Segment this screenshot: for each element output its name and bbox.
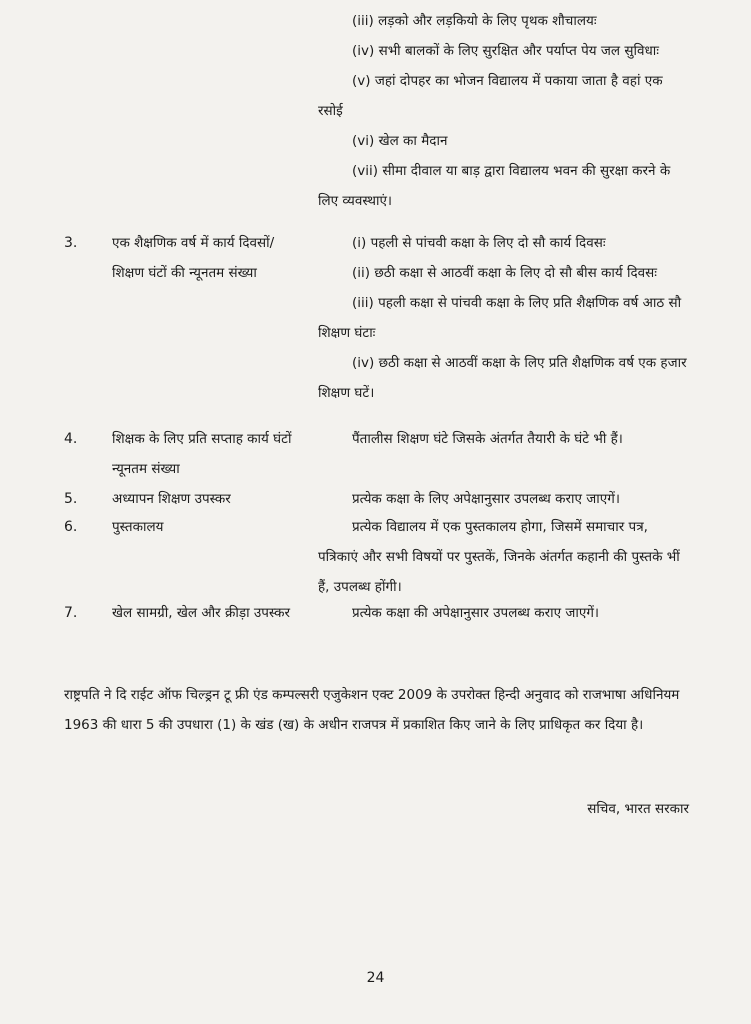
desc-paragraph: प्रत्येक विद्यालय में एक पुस्तकालय होगा, जिसमें समाचार पत्र, पत्रिकाएं और सभी विषयों पर पुस्तकें, जिनके अंतर्गत कहानी की पुस्तके भीं हैं, उपलब्ध होंगी। xyxy=(318,519,680,595)
row-description xyxy=(318,228,690,408)
row-item: शिक्षक के लिए प्रति सप्ताह कार्य घंटों न्यूनतम संख्या xyxy=(112,431,292,477)
desc-paragraph: (ii) छठी कक्षा से आठवीं कक्षा के लिए दो सौ बीस कार्य दिवसः xyxy=(352,265,658,281)
row-description xyxy=(318,424,690,454)
desc-paragraph: (iv) छठी कक्षा से आठवीं कक्षा के लिए प्रति शैक्षणिक वर्ष एक हजार शिक्षण घटें। xyxy=(318,355,687,401)
desc-paragraph: प्रत्येक कक्षा की अपेक्षानुसार उपलब्ध कराए जाएगें। xyxy=(352,605,600,621)
desc-paragraph: (vii) सीमा दीवाल या बाड़ द्वारा विद्यालय भवन की सुरक्षा करने के लिए व्यवस्थाएं। xyxy=(318,163,671,209)
desc-paragraph: (v) जहां दोपहर का भोजन विद्यालय में पकाया जाता है वहां एक रसोई xyxy=(318,73,663,119)
desc-paragraph: (iii) पहली कक्षा से पांचवी कक्षा के लिए प्रति शैक्षणिक वर्ष आठ सौ शिक्षण घंटाः xyxy=(318,295,682,341)
desc-paragraph: (vi) खेल का मैदान xyxy=(352,133,448,149)
desc-paragraph: पैंतालीस शिक्षण घंटे जिसके अंतर्गत तैयारी के घंटे भी हैं। xyxy=(352,431,623,447)
row-description xyxy=(318,484,690,514)
row-number: 4. xyxy=(64,431,78,447)
desc-paragraph: (i) पहली से पांचवी कक्षा के लिए दो सौ कार्य दिवसः xyxy=(352,235,606,251)
desc-paragraph: (iv) सभी बालकों के लिए सुरक्षित और पर्याप्त पेय जल सुविधाः xyxy=(352,43,660,59)
row-description xyxy=(318,512,690,602)
row-number: 7. xyxy=(64,605,78,621)
row-item: पुस्तकालय xyxy=(112,519,164,535)
authorization-paragraph: राष्ट्रपति ने दि राईट ऑफ चिल्ड्रन टू फ्री एंड कम्पल्सरी एजुकेशन एक्ट 2009 के उपरोक्त हिन्दी अनुवाद को राजभाषा अधिनियम 1963 की धारा 5 की उपधारा (1) के खंड (ख) के अधीन राजपत्र में प्रकाशित किए जाने के लिए प्राधिकृत कर दिया है। xyxy=(64,687,680,733)
row-number: 6. xyxy=(64,519,78,535)
continuation-description xyxy=(318,6,690,216)
signature: सचिव, भारत सरकार xyxy=(587,801,689,817)
row-item: अध्यापन शिक्षण उपस्कर xyxy=(112,491,231,507)
row-item: खेल सामग्री, खेल और क्रीड़ा उपस्कर xyxy=(112,605,291,621)
row-number: 5. xyxy=(64,491,78,507)
row-description xyxy=(318,598,690,628)
row-number: 3. xyxy=(64,235,78,251)
desc-paragraph: (iii) लड़को और लड़कियो के लिए पृथक शौचालयः xyxy=(352,13,597,29)
page-number: 24 xyxy=(366,970,385,986)
row-item: एक शैक्षणिक वर्ष में कार्य दिवसों/शिक्षण घंटों की न्यूनतम संख्या xyxy=(112,235,275,281)
desc-paragraph: प्रत्येक कक्षा के लिए अपेक्षानुसार उपलब्ध कराए जाएगें। xyxy=(352,491,620,507)
